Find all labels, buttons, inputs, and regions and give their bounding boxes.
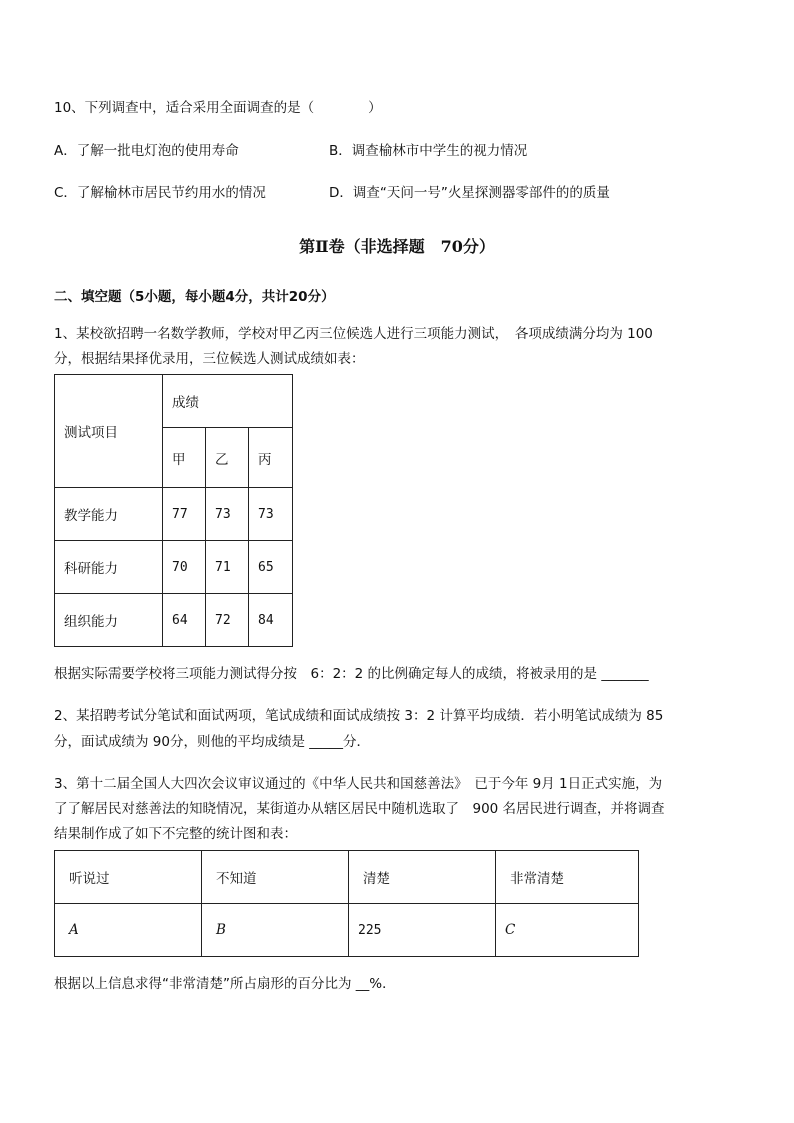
- table-row: [55, 488, 293, 541]
- p3-line3: 结果制作成了如下不完整的统计图和表：: [54, 826, 297, 842]
- table-row: [55, 594, 293, 647]
- table-row: [55, 851, 639, 904]
- score-table: [54, 374, 293, 647]
- part2-title: 二、填空题（5小题，每小题4分，共计20分）: [54, 289, 335, 305]
- p1-conclusion: 根据实际需要学校将三项能力测试得分按 6：2：2 的比例确定每人的成绩，将被录用的是 _______: [54, 666, 649, 682]
- score-cell: 72: [206, 594, 249, 647]
- p3-line1: 3、第十二届全国人大四次会议审议通过的《中华人民共和国慈善法》 已于今年 9月 1日正式实施，为: [54, 776, 663, 792]
- p3-line2: 了了解居民对慈善法的知晓情况，某街道办从辖区居民中随机选取了 900 名居民进行调查，并将调查: [54, 801, 665, 817]
- q10-option-a: A．了解一批电灯泡的使用寿命: [54, 143, 239, 159]
- section-title: 第Ⅱ卷（非选择题 70分）: [299, 237, 495, 256]
- value-cell: 225: [349, 904, 496, 957]
- score-cell: 73: [249, 488, 293, 541]
- p1-line2: 分，根据结果择优录用，三位候选人测试成绩如表：: [54, 351, 365, 367]
- survey-table: [54, 850, 639, 957]
- header-cell: 非常清楚: [496, 851, 639, 904]
- p3-conclusion: 根据以上信息求得“非常清楚”所占扇形的百分比为 __%．: [54, 976, 396, 992]
- header-candidate: 丙: [249, 428, 293, 488]
- value-cell: B: [202, 904, 349, 957]
- q10-stem: 10、下列调查中，适合采用全面调查的是（ ）: [54, 100, 382, 116]
- q10-option-b: B．调查榆林市中学生的视力情况: [329, 143, 528, 159]
- value-cell: A: [55, 904, 202, 957]
- q10-option-c: C．了解榆林市居民节约用水的情况: [54, 185, 266, 201]
- header-cell: 不知道: [202, 851, 349, 904]
- header-cell: 听说过: [55, 851, 202, 904]
- score-cell: 64: [163, 594, 206, 647]
- header-candidate: 乙: [206, 428, 249, 488]
- row-label: 教学能力: [55, 488, 163, 541]
- score-cell: 77: [163, 488, 206, 541]
- header-test-item: 测试项目: [55, 375, 163, 488]
- score-cell: 65: [249, 541, 293, 594]
- q10-option-d: D．调查“天问一号”火星探测器零部件的的质量: [329, 185, 610, 201]
- header-candidate: 甲: [163, 428, 206, 488]
- value-cell: C: [496, 904, 639, 957]
- score-cell: 84: [249, 594, 293, 647]
- score-cell: 70: [163, 541, 206, 594]
- p2-line2: 分，面试成绩为 90分，则他的平均成绩是 _____分．: [54, 734, 371, 750]
- header-cell: 清楚: [349, 851, 496, 904]
- score-cell: 71: [206, 541, 249, 594]
- header-score: 成绩: [163, 375, 293, 428]
- score-cell: 73: [206, 488, 249, 541]
- p1-line1: 1、某校欲招聘一名数学教师，学校对甲乙丙三位候选人进行三项能力测试， 各项成绩满分均为 100: [54, 326, 653, 342]
- row-label: 组织能力: [55, 594, 163, 647]
- p2-line1: 2、某招聘考试分笔试和面试两项，笔试成绩和面试成绩按 3：2 计算平均成绩．若小明笔试成绩为 85: [54, 708, 664, 724]
- row-label: 科研能力: [55, 541, 163, 594]
- table-row: [55, 904, 639, 957]
- table-row: [55, 541, 293, 594]
